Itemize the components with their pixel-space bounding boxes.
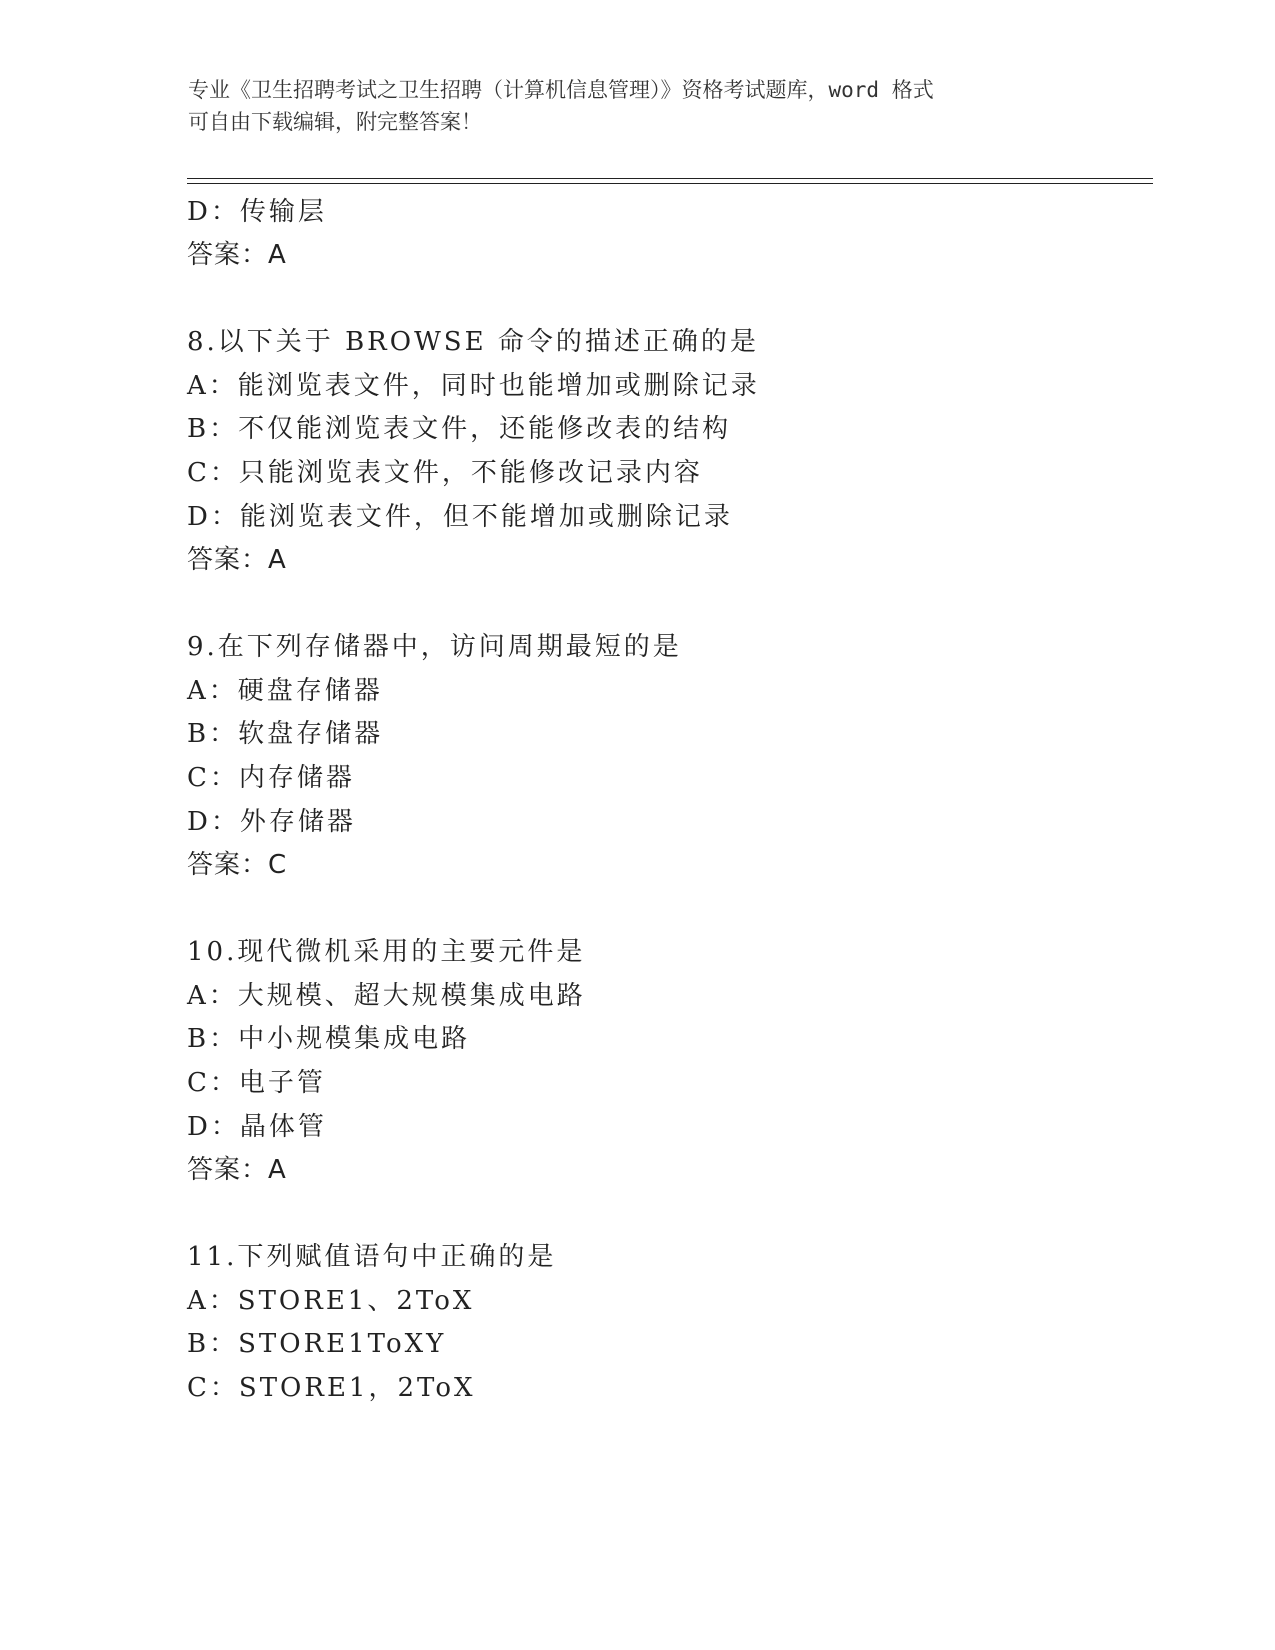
answer-line: 答案：A xyxy=(187,1155,287,1185)
option-a: A：能浏览表文件，同时也能增加或删除记录 xyxy=(187,371,760,401)
header-line-2: 可自由下载编辑，附完整答案！ xyxy=(188,110,482,134)
question-title: 10.现代微机采用的主要元件是 xyxy=(187,937,586,967)
option-b: B：STORE1ToXY xyxy=(187,1329,447,1359)
header-divider-top xyxy=(187,178,1153,179)
option-c: C：只能浏览表文件，不能修改记录内容 xyxy=(187,458,703,488)
header-divider-bottom xyxy=(187,183,1153,184)
option-d: D：外存储器 xyxy=(187,807,356,837)
option-b: B：不仅能浏览表文件，还能修改表的结构 xyxy=(187,414,732,444)
option-c: C：内存储器 xyxy=(187,763,355,793)
option-d: D：传输层 xyxy=(187,197,327,227)
option-c: C：STORE1，2ToX xyxy=(187,1373,476,1403)
option-d: D：晶体管 xyxy=(187,1112,327,1142)
option-a: A：硬盘存储器 xyxy=(187,676,383,706)
header-line-1: 专业《卫生招聘考试之卫生招聘（计算机信息管理）》资格考试题库，word 格式 xyxy=(188,78,934,102)
option-c: C：电子管 xyxy=(187,1068,326,1098)
answer-line: 答案：A xyxy=(187,545,287,575)
option-d: D：能浏览表文件，但不能增加或删除记录 xyxy=(187,502,733,532)
question-title: 9.在下列存储器中，访问周期最短的是 xyxy=(187,632,682,662)
question-title: 11.下列赋值语句中正确的是 xyxy=(187,1242,557,1272)
option-b: B：中小规模集成电路 xyxy=(187,1024,471,1054)
option-b: B：软盘存储器 xyxy=(187,719,384,749)
option-a: A：STORE1、2ToX xyxy=(187,1286,475,1316)
answer-line: 答案：A xyxy=(187,240,287,270)
answer-line: 答案：C xyxy=(187,850,288,880)
option-a: A：大规模、超大规模集成电路 xyxy=(187,981,586,1011)
document-header xyxy=(188,74,1088,138)
question-title: 8.以下关于 BROWSE 命令的描述正确的是 xyxy=(187,327,759,357)
